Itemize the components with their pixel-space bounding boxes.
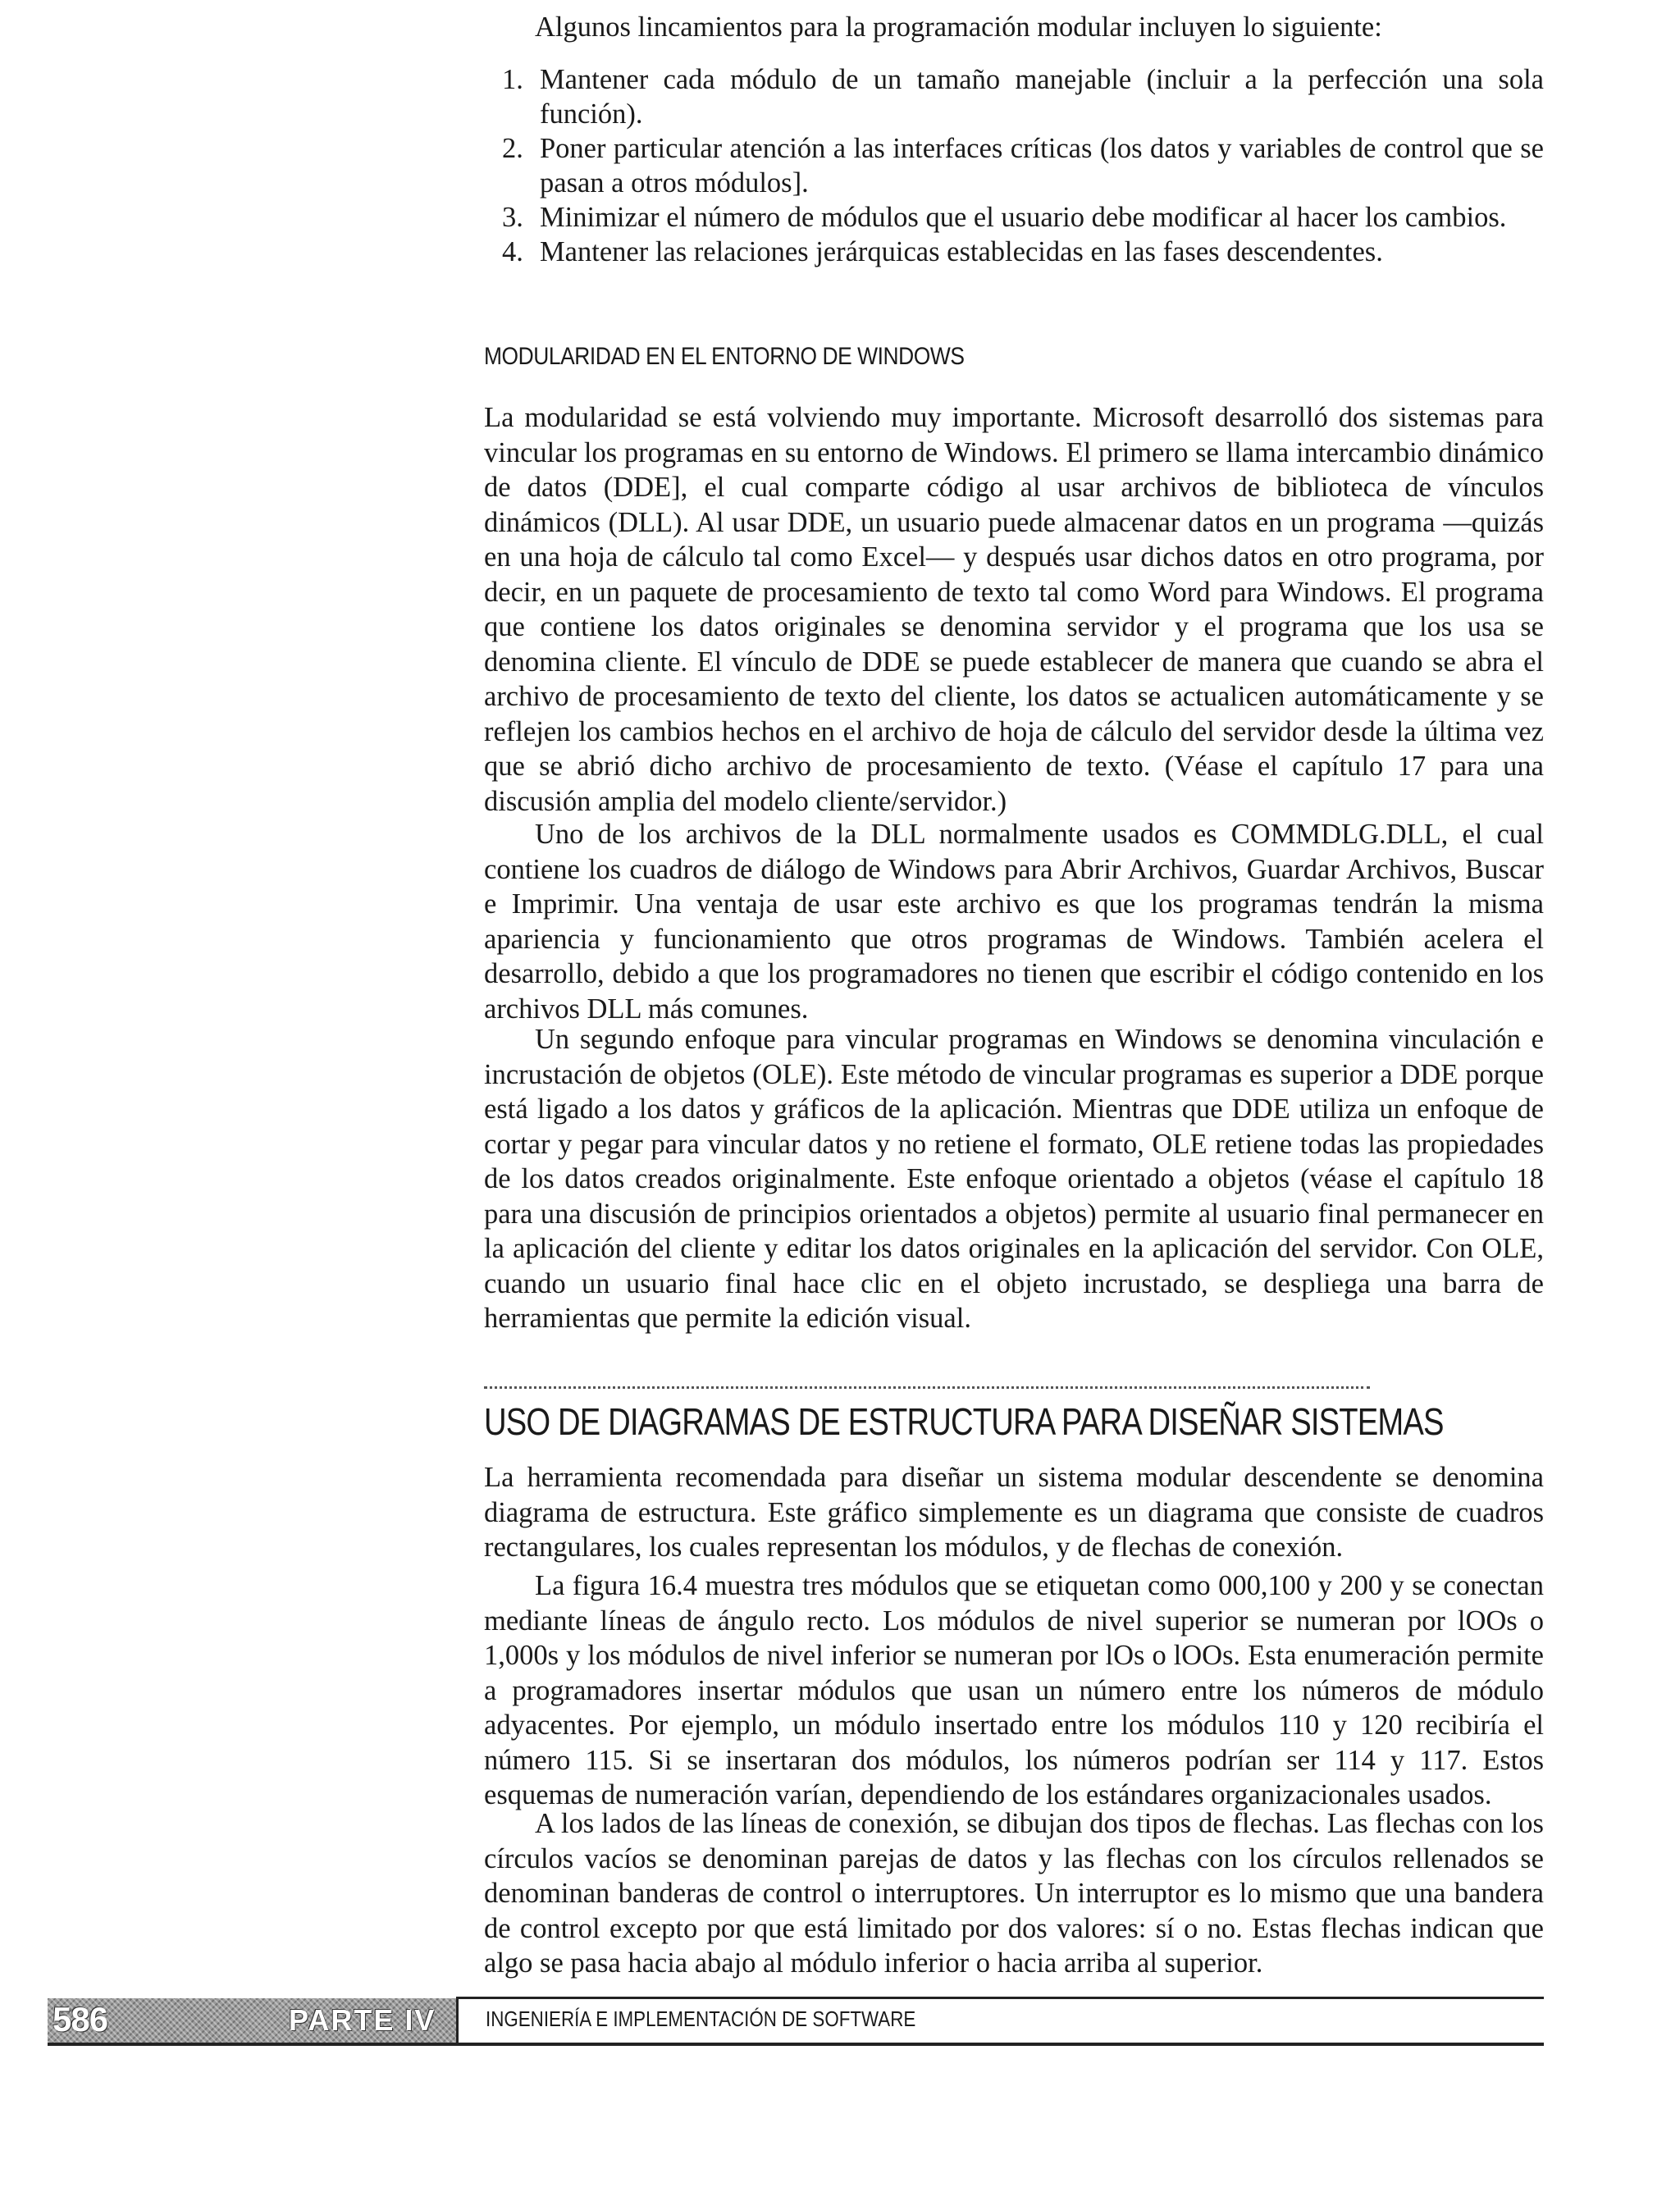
list-item [502,235,1544,269]
list-item-text: Minimizar el número de módulos que el usuario debe modificar al hacer los cambios. [540,202,1507,233]
list-item-number: 4. [502,236,523,267]
intro-text: Algunos lincamientos para la programación modular incluyen lo siguiente: [535,11,1382,43]
paragraph-windows-3: Un segundo enfoque para vincular programas en Windows se denomina vinculación e incrustación de objetos (OLE). Este método de vincular programas es superior a DDE porque está ligado a los datos y gráficos de la aplicación. Mientras que DDE utiliza un enfoque de cortar y pegar para vincular datos y no retiene el formato, OLE retiene todas las propiedades de los datos creados originalmente. Este enfoque orientado a objetos (véase el capítulo 18 para una discusión de principios orientados a objetos) permite al usuario final permanecer en la aplicación del cliente y editar los datos originales en la aplicación del servidor. Con OLE, cuando un usuario final hace clic en el objeto incrustado, se despliega una barra de herramientas que permite la edición visual. [484,1024,1544,1334]
footer-top-rule [456,1997,1544,1999]
running-footer-title: INGENIERÍA E IMPLEMENTACIÓN DE SOFTWARE [486,2006,916,2031]
list-item [502,200,1544,235]
footer-bottom-rule [48,2043,1544,2046]
paragraph-diagrams-1: La herramienta recomendada para diseñar un sistema modular descendente se denomina diagrama de estructura. Este gráfico simplemente es un diagrama que consiste de cuadros rectangulares, los cuales representan los módulos, y de flechas de conexión. [484,1462,1544,1563]
paragraph-windows-2: Uno de los archivos de la DLL normalmente usados es COMMDLG.DLL, el cual contiene los cuadros de diálogo de Windows para Abrir Archivos, Guardar Archivos, Buscar e Imprimir. Una ventaja de usar este archivo es que los programas tendrán la misma apariencia y funcionamiento que otros programas de Windows. También acelera el desarrollo, debido a que los programadores no tienen que escribir el código contenido en los archivos DLL más comunes. [484,819,1544,1025]
part-label: PARTE IV [289,2003,436,2037]
list-item-text: Mantener cada módulo de un tamaño manejable (incluir a la perfección una sola función). [540,64,1544,130]
paragraph-windows-1: La modularidad se está volviendo muy importante. Microsoft desarrolló dos sistemas para vincular los programas en su entorno de Windows. El primero se llama intercambio dinámico de datos (DDE], el cual comparte código al usar archivos de biblioteca de vínculos dinámicos (DLL). Al usar DDE, un usuario puede almacenar datos en un programa —quizás en una hoja de cálculo tal como Excel— y después usar dichos datos en otro programa, por decir, en un paquete de procesamiento de texto tal como Word para Windows. El programa que contiene los datos originales se denomina servidor y el programa que los usa se denomina cliente. El vínculo de DDE se puede establecer de manera que cuando se abra el archivo de procesamiento de texto del cliente, los datos se actualicen automáticamente y se reflejen los cambios hechos en el archivo de hoja de cálculo del servidor desde la última vez que se abrió dicho archivo de procesamiento de texto. (Véase el capítulo 17 para una discusión amplia del modelo cliente/servidor.) [484,402,1544,817]
list-item-number: 2. [502,133,523,164]
section-heading-windows: MODULARIDAD EN EL ENTORNO DE WINDOWS [484,343,965,370]
page-number: 586 [52,2000,108,2038]
section-heading-diagrams: USO DE DIAGRAMAS DE ESTRUCTURA PARA DISEÑAR SISTEMAS [484,1400,1444,1443]
list-item [502,131,1544,200]
guidelines-list [502,62,1544,269]
paragraph-diagrams-2: La figura 16.4 muestra tres módulos que se etiquetan como 000,100 y 200 y se conectan mediante líneas de ángulo recto. Los módulos de nivel superior se numeran por lOOs o 1,000s y los módulos de nivel inferior se numeran por lOs o lOOs. Esta enumeración permite a programadores insertar módulos que usan un número entre los números de módulo adyacentes. Por ejemplo, un módulo insertado entre los módulos 110 y 120 recibiría el número 115. Si se insertaran dos módulos, los números podrían ser 114 y 117. Estos esquemas de numeración varían, dependiendo de los estándares organizacionales usados. [484,1570,1544,1810]
list-item-number: 3. [502,202,523,233]
list-item [502,62,1544,131]
paragraph-diagrams-3: A los lados de las líneas de conexión, se dibujan dos tipos de flechas. Las flechas con los círculos vacíos se denominan parejas de datos y las flechas con los círculos rellenados se denominan banderas de control o interruptores. Un interruptor es lo mismo que una bandera de control excepto por que está limitado por dos valores: sí o no. Estas flechas indican que algo se pasa hacia abajo al módulo inferior o hacia arriba al superior. [484,1808,1544,1979]
section-divider [484,1386,1370,1389]
list-item-text: Poner particular atención a las interfaces críticas (los datos y variables de control que se pasan a otros módulos]. [540,133,1544,199]
list-item-text: Mantener las relaciones jerárquicas establecidas en las fases descendentes. [540,236,1383,267]
footer-divider [456,1998,459,2044]
list-item-number: 1. [502,64,523,95]
